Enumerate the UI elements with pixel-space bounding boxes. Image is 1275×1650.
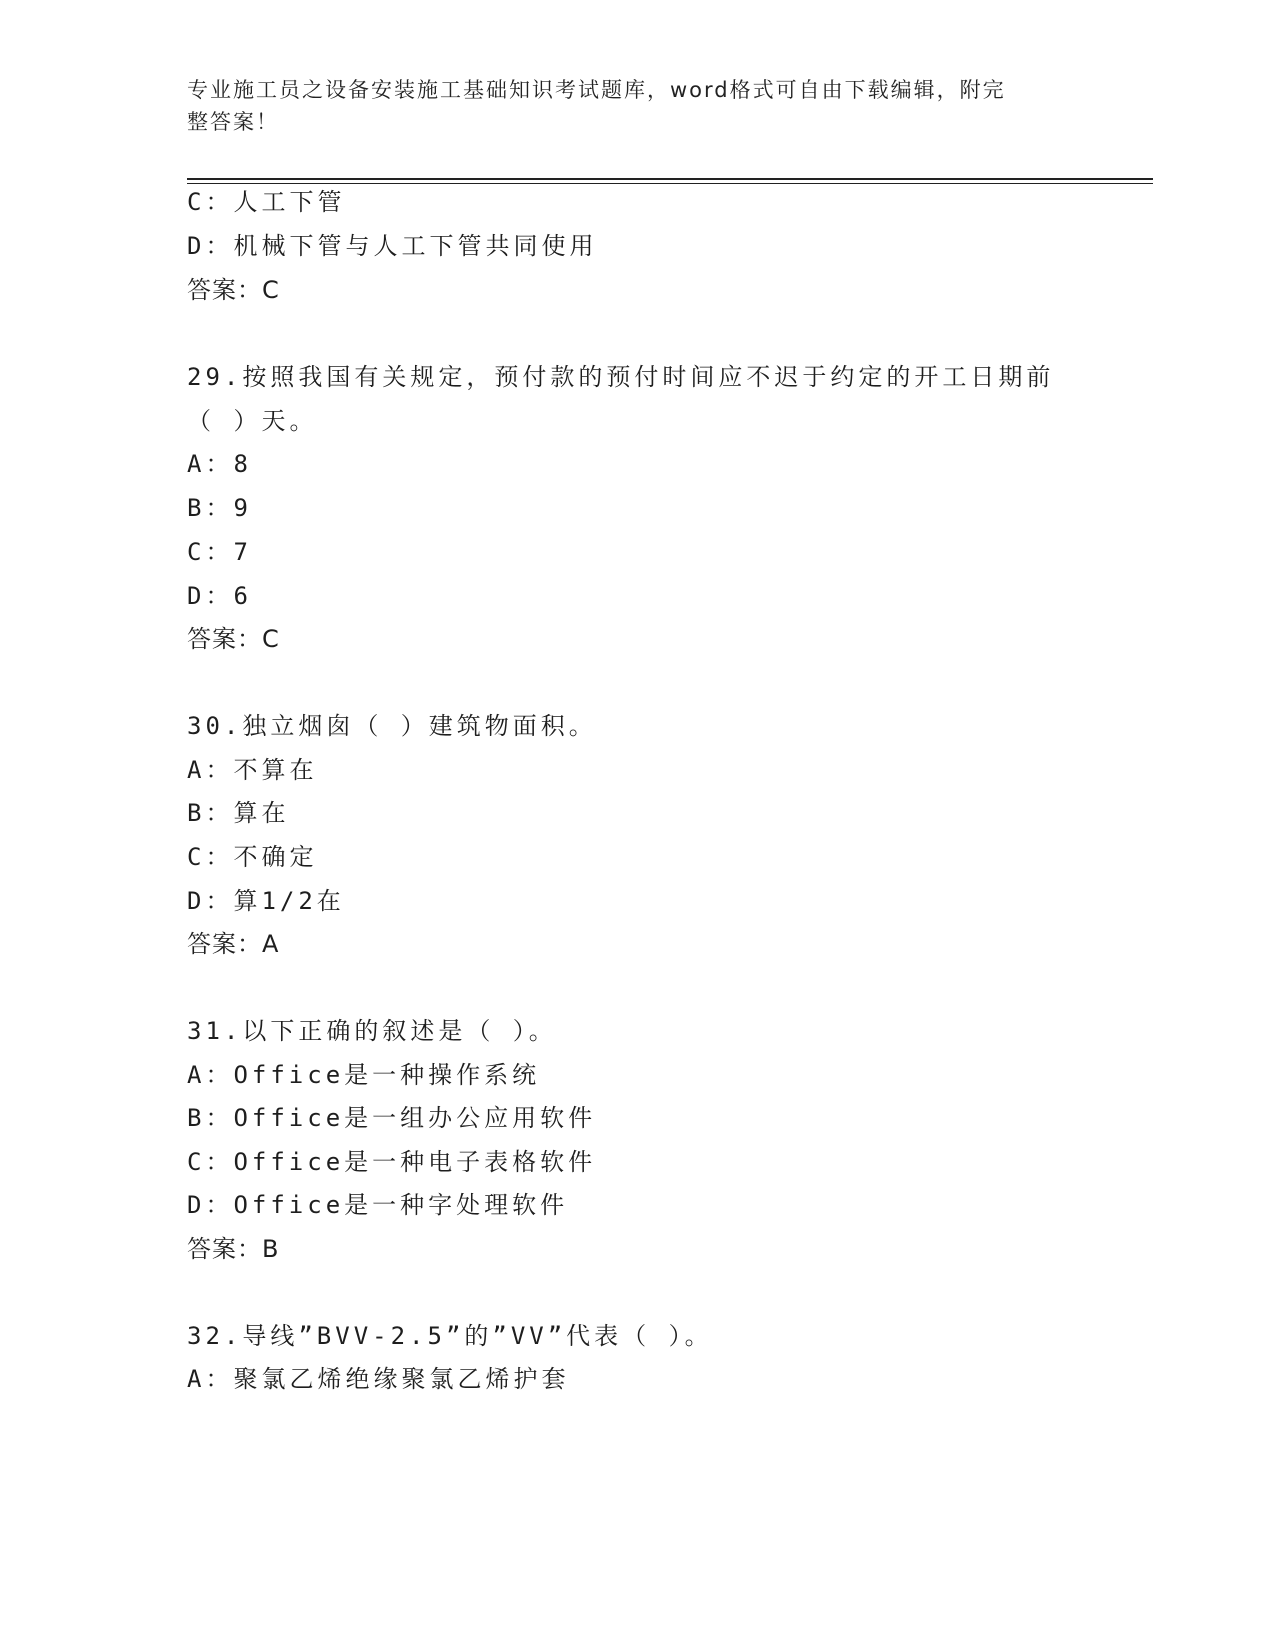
q29-option-c: C：7: [187, 538, 252, 566]
q29-option-a: A：8: [187, 450, 252, 478]
header-divider-thick: [187, 178, 1153, 180]
q29-answer: 答案：C: [187, 625, 280, 653]
header-divider-thin: [187, 183, 1153, 184]
q31-answer: 答案：B: [187, 1235, 280, 1263]
q28-answer: 答案：C: [187, 276, 280, 304]
q32-stem: 32.导线”BVV-2.5”的”VV”代表（ ）。: [187, 1322, 713, 1350]
q32-option-a: A：聚氯乙烯绝缘聚氯乙烯护套: [187, 1365, 570, 1393]
q30-option-b: B：算在: [187, 799, 290, 827]
q30-option-a: A：不算在: [187, 756, 318, 784]
q30-option-c: C：不确定: [187, 843, 318, 871]
header-title-line-1: 专业施工员之设备安装施工基础知识考试题库，word格式可自由下载编辑，附完: [187, 78, 1006, 102]
q30-stem: 30.独立烟囱（ ）建筑物面积。: [187, 712, 597, 740]
q29-option-d: D：6: [187, 582, 252, 610]
q29-option-b: B：9: [187, 494, 252, 522]
document-header: [187, 74, 1067, 138]
q28-option-c: C：人工下管: [187, 188, 346, 216]
header-title-line-2: 整答案！: [187, 110, 279, 134]
q29-stem-line-2: （ ）天。: [187, 407, 318, 435]
q30-answer: 答案：A: [187, 930, 280, 958]
q31-option-c: C：Office是一种电子表格软件: [187, 1148, 597, 1176]
q31-option-b: B：Office是一组办公应用软件: [187, 1104, 597, 1132]
q29-stem-line-1: 29.按照我国有关规定，预付款的预付时间应不迟于约定的开工日期前: [187, 363, 1055, 391]
q31-option-a: A：Office是一种操作系统: [187, 1061, 541, 1089]
q28-option-d: D：机械下管与人工下管共同使用: [187, 232, 598, 260]
q30-option-d: D：算1/2在: [187, 887, 345, 915]
q31-stem: 31.以下正确的叙述是（ ）。: [187, 1017, 557, 1045]
q31-option-d: D：Office是一种字处理软件: [187, 1191, 569, 1219]
